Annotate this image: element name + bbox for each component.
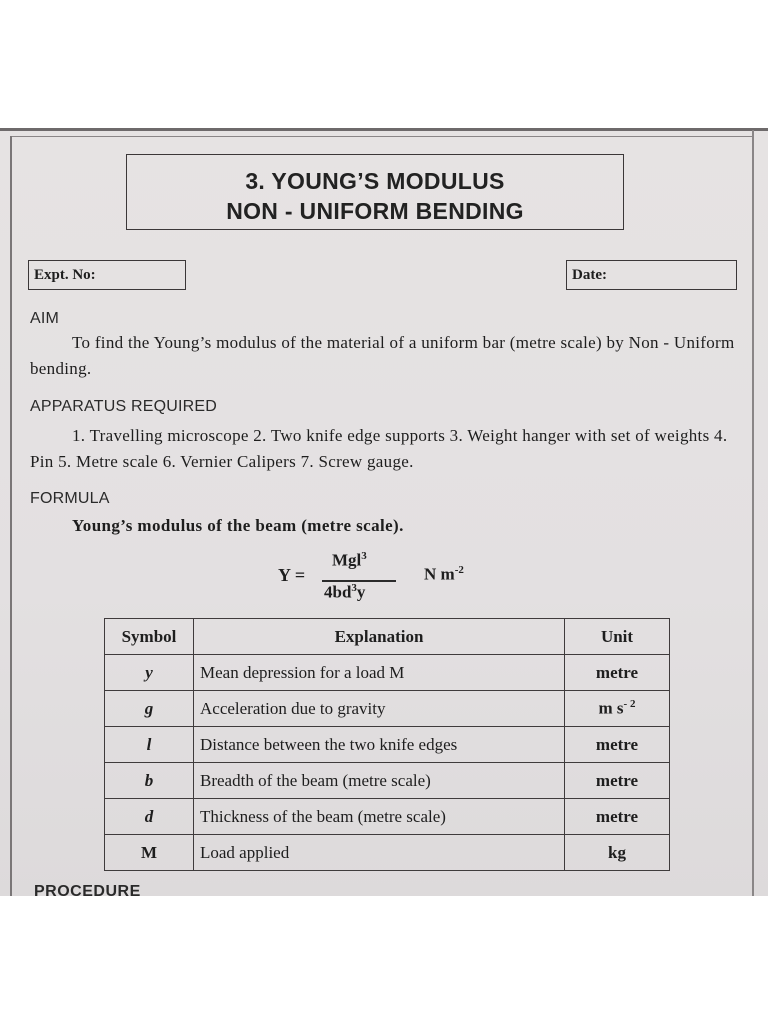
aim-text: To find the Young’s modulus of the material of a uniform bar (metre scale) by Non - Uniform bending. (30, 333, 735, 378)
table-row (105, 835, 670, 871)
row-symbol: y (105, 655, 194, 691)
expt-no-box: Expt. No: (28, 260, 186, 290)
table-header-row (105, 619, 670, 655)
row-explanation: Thickness of the beam (metre scale) (194, 799, 565, 835)
row-explanation: Breadth of the beam (metre scale) (194, 763, 565, 799)
formula-lhs: Y = (278, 565, 306, 585)
procedure-heading-cutoff: PROCEDURE (34, 883, 141, 896)
aim-heading: AIM (30, 310, 60, 327)
row-explanation: Load applied (194, 835, 565, 871)
row-unit: metre (565, 763, 670, 799)
row-explanation: Mean depression for a load M (194, 655, 565, 691)
formula-heading: FORMULA (30, 490, 110, 507)
row-explanation: Distance between the two knife edges (194, 727, 565, 763)
table-row (105, 691, 670, 727)
row-symbol: l (105, 727, 194, 763)
title-box (126, 154, 624, 230)
page-top-edge (0, 128, 768, 131)
row-symbol: b (105, 763, 194, 799)
table-row (105, 799, 670, 835)
row-symbol: d (105, 799, 194, 835)
date-box: Date: (566, 260, 737, 290)
row-explanation: Acceleration due to gravity (194, 691, 565, 727)
frame-right-line (752, 130, 754, 896)
book-page (0, 128, 768, 896)
formula-unit: N $m^{-2}$ (424, 564, 464, 584)
title-line-1: 3. YOUNG’S MODULUS (245, 168, 505, 194)
frame-left-line (10, 136, 12, 896)
header-explanation: Explanation (194, 619, 565, 655)
table-row (105, 763, 670, 799)
apparatus-text: 1. Travelling microscope 2. Two knife edge supports 3. Weight hanger with set of weights 4. Pin 5. Metre scale 6. Vernier Calipers 7. Screw gauge. (30, 426, 728, 471)
table-row (105, 727, 670, 763)
row-unit: metre (565, 799, 670, 835)
row-symbol: M (105, 835, 194, 871)
title-line-2: NON - UNIFORM BENDING (226, 198, 524, 224)
apparatus-heading: APPARATUS REQUIRED (30, 398, 218, 415)
table-row (105, 655, 670, 691)
row-unit: metre (565, 655, 670, 691)
formula-numerator: Mgl$^3$ (332, 550, 367, 570)
youngs-modulus-formula (278, 548, 518, 608)
frame-top-line (10, 136, 754, 137)
symbol-table (104, 618, 670, 871)
formula-denominator: $4bd^3y$ (324, 582, 366, 602)
formula-subtitle: Young’s modulus of the beam (metre scale). (72, 516, 404, 535)
row-unit: kg (565, 835, 670, 871)
header-unit: Unit (565, 619, 670, 655)
row-symbol: g (105, 691, 194, 727)
row-unit: m $s^{- 2}$ (565, 691, 670, 727)
header-symbol: Symbol (105, 619, 194, 655)
row-unit: metre (565, 727, 670, 763)
